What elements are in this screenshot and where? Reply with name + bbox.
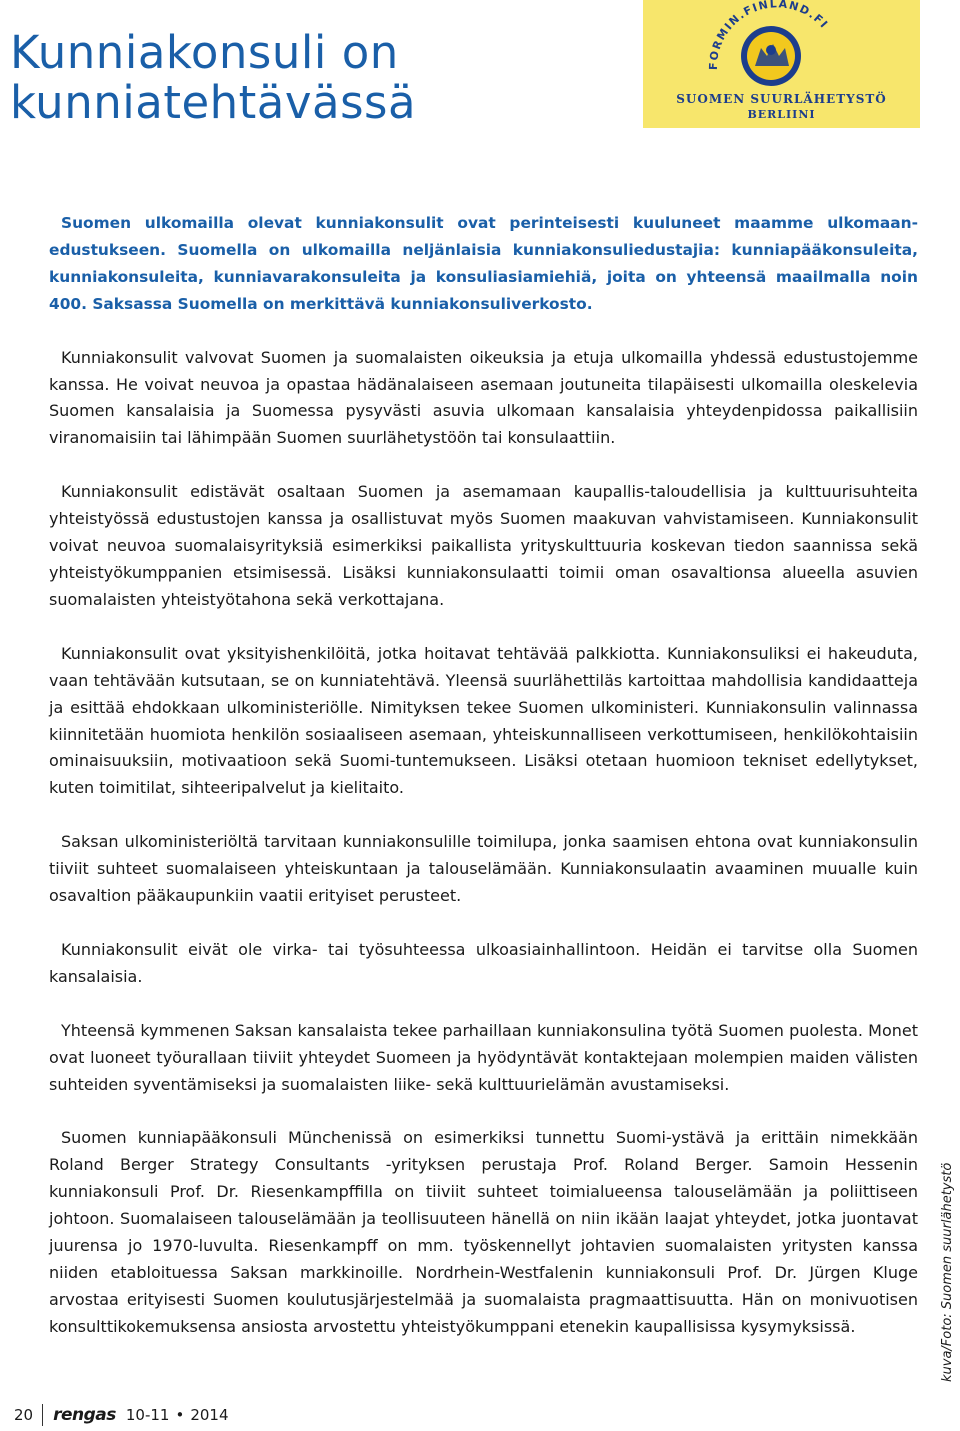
page-footer [14, 1404, 229, 1426]
page-title [10, 28, 416, 128]
article-paragraph: Kunniakonsulit edistävät osaltaan Suomen ja asemamaan kaupallis-taloudellisia ja kulttuurisuhteita yhteistyössä edustustojen kanssa ja osallistuvat myös Suomen maakuvan vahvistamiseen. Kunniakonsulit voivat neuvoa suomalaisyrityksiä esimerkiksi paikallista yrityskulttuuria koskevan tiedon saannissa sekä yhteistyökumppanien etsimisessä. Lisäksi kunniakonsulaatti toimii oman osavaltionsa alueella asuvien suomalaisten yhteistyötahona sekä verkottajana. [49, 482, 918, 609]
article-paragraph: Yhteensä kymmenen Saksan kansalaista tekee parhaillaan kunniakonsulina työtä Suomen puolesta. Monet ovat luoneet työurallaan tiiviit yhteydet Suomeen ja hyödyntävät kontaktejaan molempien maiden välisten suhteiden syventämiseksi ja suomalaisten liike- sekä kulttuurielämän avustamiseksi. [49, 1020, 918, 1094]
footer-bullet: • [175, 1406, 185, 1424]
article-paragraph: Kunniakonsulit ovat yksityishenkilöitä, jotka hoitavat tehtävää palkkiotta. Kunniakonsuliksi ei hakeuduta, vaan tehtävään kutsutaan, se on kunniatehtävä. Yleensä suurlähettiläs kartoittaa mahdollisia kandidaatteja ja esittää ehdokkaan ulkoministeriölle. Nimityksen tekee Suomen ulkoministeri. Kunniakonsulin valinnassa kiinnitetään huomiota henkilön sosiaaliseen asemaan, yhteiskunnalliseen verkottumiseen, henkilökohtaisiin ominaisuuksiin, motivaatioon sekä Suomi-tuntemukseen. Lisäksi otetaan huomioon tekniset edellytykset, kuten toimitilat, sihteeripalvelut ja kielitaito. [49, 643, 918, 798]
footer-divider [42, 1404, 43, 1426]
issue-year: 2014 [190, 1406, 229, 1424]
page-number: 20 [14, 1406, 34, 1424]
article-body [49, 210, 918, 1368]
issue-number: 10-11 [125, 1406, 170, 1424]
page-title-line-2: kunniatehtävässä [10, 76, 417, 129]
photo-credit: kuva/Foto: Suomen suurlähetystö [940, 1162, 955, 1382]
article-paragraph: Kunniakonsulit eivät ole virka- tai työsuhteessa ulkoasiainhallintoon. Heidän ei tarvitse olla Suomen kansalaisia. [49, 939, 918, 986]
article-paragraph: Kunniakonsulit valvovat Suomen ja suomalaisten oikeuksia ja etuja ulkomailla yhdessä edustustojemme kanssa. He voivat neuvoa ja opastaa hädänalaiseen asemaan joutuneita tilapäisesti ulkomailla oleskelevia Suomen kansalaisia ja Suomessa pysyvästi asuvia ulkomaan kansalaisia yhteydenpidossa paikallisiin viranomaisiin tai lähimpään Suomen suurlähetystöön tai konsulaattiin. [49, 347, 918, 448]
embassy-logo [643, 0, 920, 128]
article-paragraph: Suomen kunniapääkonsuli Münchenissä on esimerkiksi tunnettu Suomi-ystävä ja erittäin nimekkään Roland Berger Strategy Consultants -yrityksen perustaja Prof. Roland Berger. Samoin Hessenin kunniakonsuli Prof. Dr. Riesenkampffilla on tiiviit suhteet toimialueensa talouselämään ja poliittiseen johtoon. Suomalaiseen talouselämään ja teollisuuteen hänellä on niin ikään laajat yhteydet, jotka juontavat juurensa jo 1970-luvulta. Riesenkampff on mm. työskennellyt johtavien suomalaisten yritysten kanssa niiden etabloituessa Saksan markkinoille. Nordrhein-Westfalenin kunniakonsuli Prof. Dr. Jürgen Kluge arvostaa erityisesti Suomen koulutusjärjestelmää ja suomalaista pragmaattisuutta. Hän on monivuotisen konsulttikokemuksensa ansiosta arvostettu yhteistyökumppani etenekin kaupallisissa kysymyksissä. [49, 1128, 918, 1336]
page-title-line-1: Kunniakonsuli on [10, 26, 399, 79]
logo-embassy-name: SUOMEN SUURLÄHETYSTÖ [676, 92, 887, 106]
magazine-logo: rengas [53, 1405, 116, 1425]
article-lead: Suomen ulkomailla olevat kunniakonsulit ovat perinteisesti kuuluneet maamme ulkomaanedustukseen. Suomella on ulkomailla neljänlaisia kunniakonsuliedustajia: kunniapääkonsuleita, kunniakonsuleita, kunniavarakonsuleita ja konsuliasiamiehiä, joita on yhteensä maailmalla noin 400. Saksassa Suomella on merkittävä kunniakonsuliverkosto. [49, 214, 918, 313]
logo-arc-text: FORMIN.FINLAND.FI [706, 0, 831, 71]
article-paragraph: Saksan ulkoministeriöltä tarvitaan kunniakonsulille toimilupa, jonka saamisen ehtona ovat kunniakonsulin tiiviit suhteet suomalaiseen yhteiskuntaan ja talouselämään. Kunniakonsulaatin avaaminen muualle kuin osavaltion pääkaupunkiin vaatii erityiset perusteet. [49, 832, 918, 906]
logo-city: BERLIINI [747, 108, 816, 121]
